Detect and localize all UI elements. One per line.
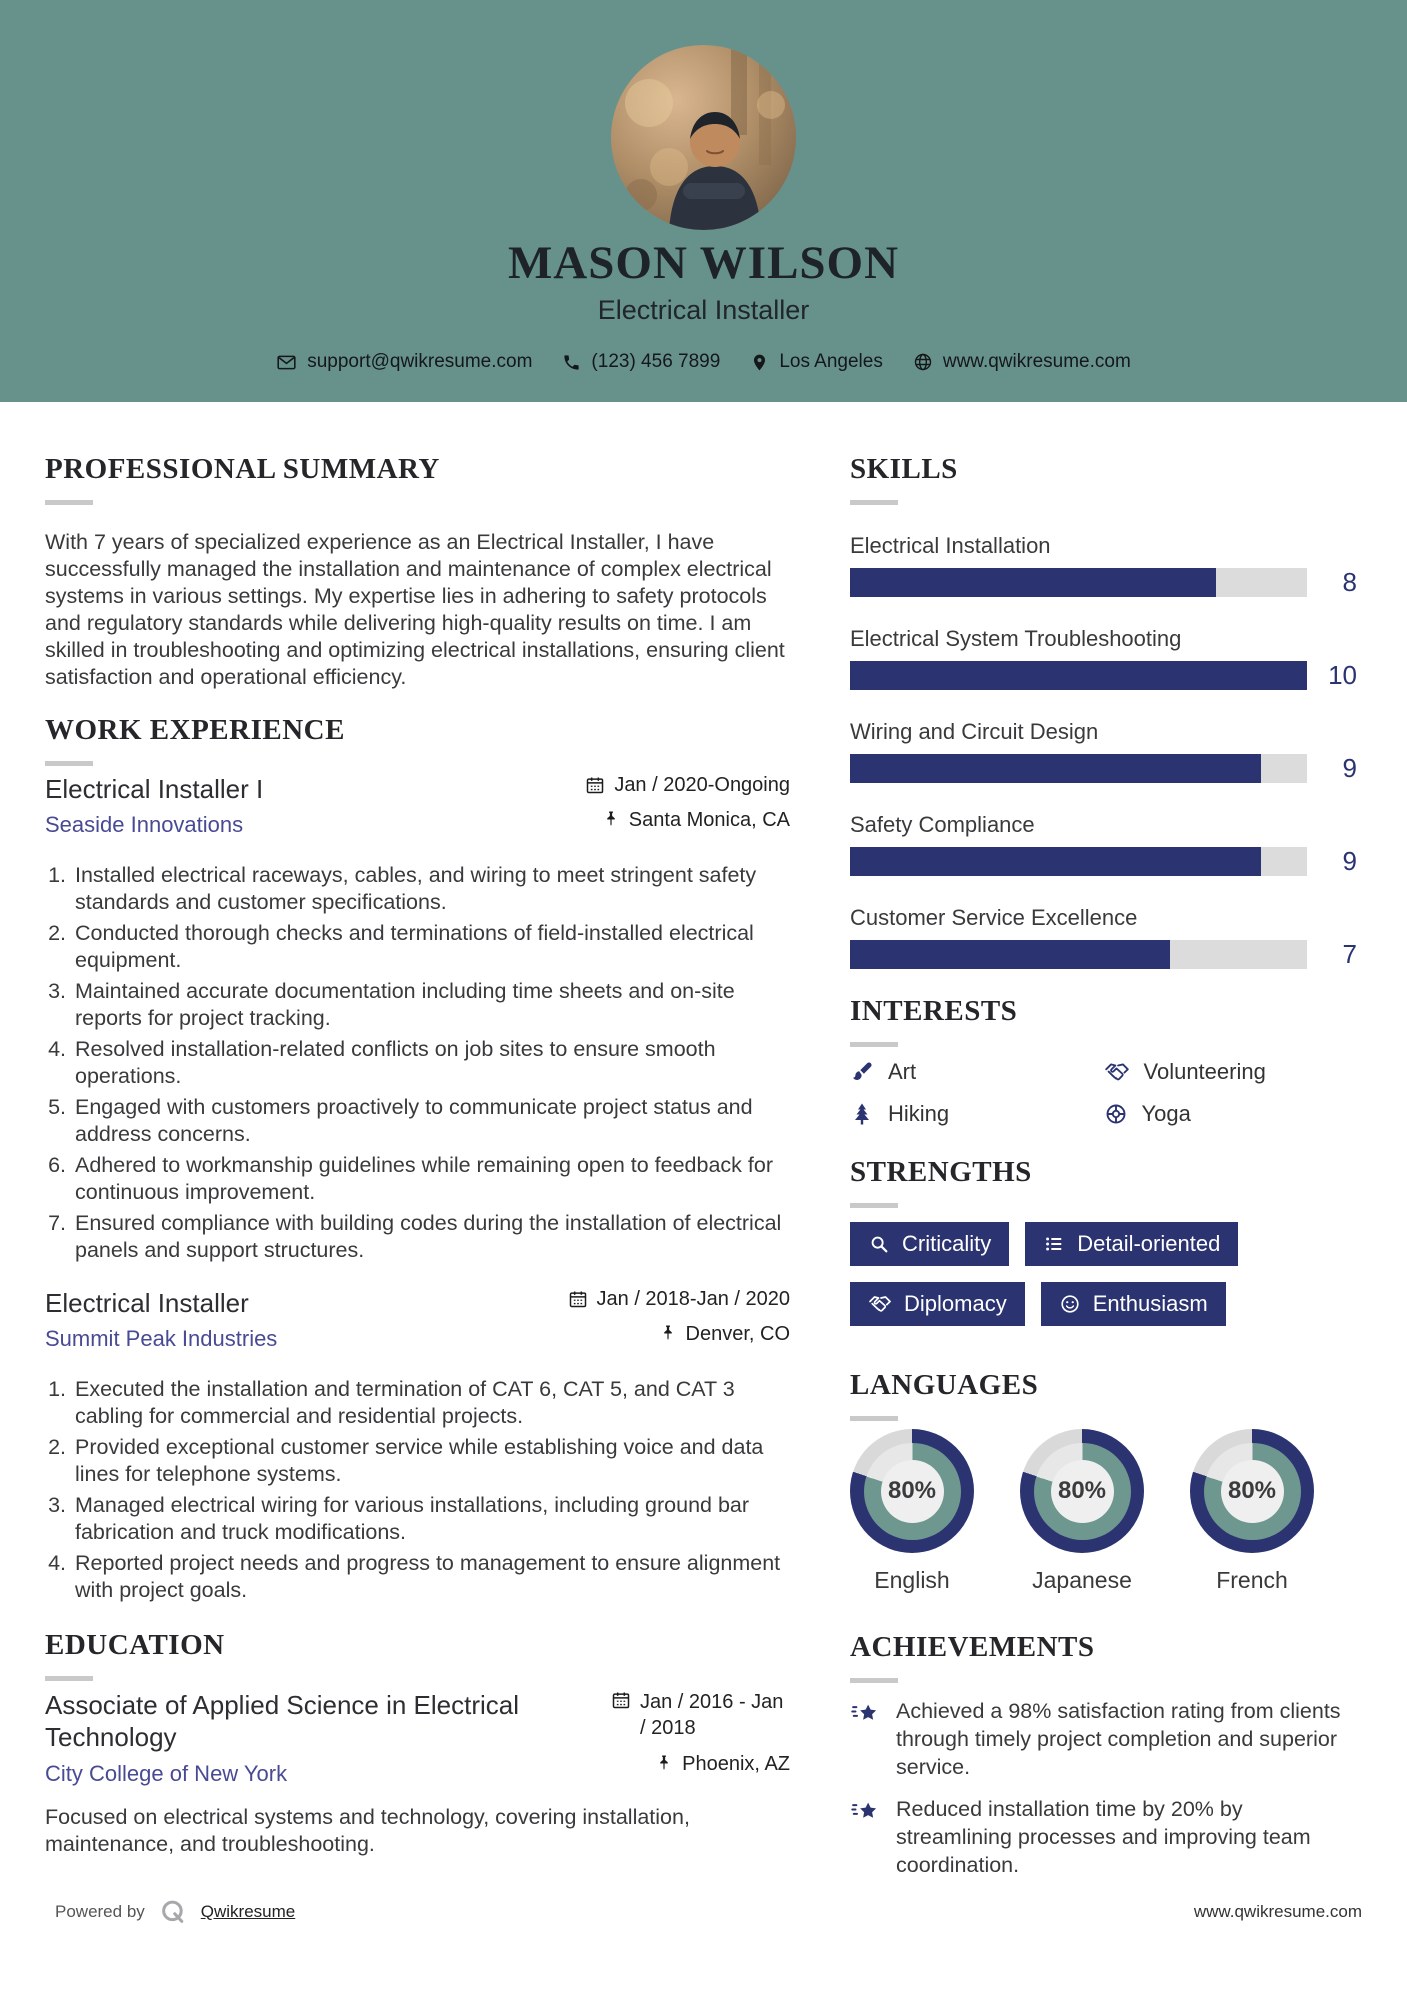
wheel-icon bbox=[1104, 1102, 1128, 1126]
section-divider bbox=[850, 1416, 898, 1421]
interest-item bbox=[1104, 1101, 1358, 1127]
strengths-heading: STRENGTHS bbox=[850, 1156, 1032, 1188]
achievement-item bbox=[850, 1697, 1357, 1781]
language-name: French bbox=[1216, 1567, 1288, 1593]
skill-name: Electrical Installation bbox=[850, 533, 1051, 558]
summary-heading: PROFESSIONAL SUMMARY bbox=[45, 453, 440, 485]
qwikresume-brand-link[interactable]: Qwikresume bbox=[200, 1902, 296, 1921]
job-location-text: Santa Monica, CA bbox=[628, 809, 790, 831]
candidate-name: MASON WILSON bbox=[507, 237, 900, 289]
skill-value: 8 bbox=[1342, 567, 1357, 597]
interest-label: Hiking bbox=[888, 1101, 950, 1126]
section-divider bbox=[850, 1042, 898, 1047]
contact-location bbox=[750, 351, 883, 373]
shooting-star-icon bbox=[850, 1797, 880, 1827]
job-bullet: 6. Adhered to workmanship guidelines while remaining open to feedback for continuous improvement. bbox=[72, 1152, 790, 1206]
interests-section bbox=[850, 994, 1357, 1127]
education-heading: EDUCATION bbox=[45, 1629, 225, 1661]
skill-bar-fill bbox=[850, 847, 1261, 876]
skill-bar-fill bbox=[850, 754, 1261, 783]
section-divider bbox=[45, 761, 93, 766]
strength-label: Criticality bbox=[902, 1231, 992, 1256]
skill-item bbox=[850, 812, 1357, 877]
job-dates-text: Jan / 2018-Jan / 2020 bbox=[596, 1288, 790, 1310]
section-divider bbox=[45, 1676, 93, 1681]
language-donut bbox=[1190, 1429, 1314, 1553]
left-column bbox=[45, 452, 790, 1880]
job-bullet: 2. Conducted thorough checks and terminations of field-installed electrical equipment. bbox=[72, 920, 790, 974]
header-banner bbox=[0, 0, 1407, 402]
calendar-icon bbox=[611, 1690, 631, 1710]
interest-item bbox=[850, 1059, 1104, 1085]
job-company-link[interactable]: Seaside Innovations bbox=[45, 812, 244, 837]
right-column bbox=[850, 452, 1357, 1879]
strength-label: Enthusiasm bbox=[1092, 1291, 1208, 1316]
language-item bbox=[1020, 1429, 1144, 1594]
strength-label: Detail-oriented bbox=[1077, 1231, 1221, 1256]
job-bullet: 3. Maintained accurate documentation including time sheets and on-site reports for project tracking. bbox=[72, 978, 790, 1032]
achievement-text: Reduced installation time by 20% by streamlining processes and improving team coordination. bbox=[896, 1797, 1311, 1877]
education-description: Focused on electrical systems and technology, covering installation, maintenance, and troubleshooting. bbox=[45, 1805, 690, 1856]
job-title: Electrical Installer I bbox=[45, 774, 264, 804]
job-bullet: 3. Managed electrical wiring for various installations, including ground bar fabrication and truck modifications. bbox=[72, 1492, 790, 1546]
skill-name: Wiring and Circuit Design bbox=[850, 719, 1099, 744]
job-bullet: 2. Provided exceptional customer service while establishing voice and data lines for telephone systems. bbox=[72, 1434, 790, 1488]
education-location bbox=[611, 1753, 790, 1776]
contact-email-text: support@qwikresume.com bbox=[307, 351, 533, 372]
phone-icon bbox=[562, 353, 581, 372]
job-location bbox=[568, 1323, 790, 1346]
location-icon bbox=[750, 353, 769, 372]
footer bbox=[55, 1898, 1362, 1926]
language-percent: 80% bbox=[881, 1460, 944, 1523]
skill-bar-fill bbox=[850, 568, 1216, 597]
skill-bar-track bbox=[850, 940, 1307, 969]
qwikresume-logo-icon bbox=[159, 1898, 187, 1926]
strength-badge bbox=[850, 1222, 1009, 1266]
job-bullet: 7. Ensured compliance with building codes during the installation of electrical panels and support structures. bbox=[72, 1210, 790, 1264]
skill-bar-fill bbox=[850, 940, 1170, 969]
strength-badge bbox=[1041, 1282, 1226, 1326]
interest-item bbox=[1104, 1059, 1358, 1085]
language-donut bbox=[850, 1429, 974, 1553]
job-entry bbox=[45, 1288, 790, 1604]
education-section bbox=[45, 1628, 790, 1858]
calendar-icon bbox=[568, 1289, 588, 1309]
skill-bar-track bbox=[850, 568, 1307, 597]
skill-bar-track bbox=[850, 661, 1307, 690]
job-bullet: 4. Resolved installation-related conflicts on job sites to ensure smooth operations. bbox=[72, 1036, 790, 1090]
job-bullet: 1. Executed the installation and termination of CAT 6, CAT 5, and CAT 3 cabling for commercial and residential projects. bbox=[72, 1376, 790, 1430]
skills-heading: SKILLS bbox=[850, 453, 958, 485]
job-title: Electrical Installer bbox=[45, 1288, 249, 1318]
email-icon bbox=[276, 352, 297, 373]
work-experience-section bbox=[45, 713, 790, 1604]
education-dates bbox=[611, 1689, 790, 1741]
candidate-title: Electrical Installer bbox=[597, 295, 810, 325]
contact-phone-text: (123) 456 7899 bbox=[591, 351, 721, 372]
skill-value: 10 bbox=[1328, 660, 1357, 690]
contact-email[interactable] bbox=[276, 351, 532, 373]
strengths-section bbox=[850, 1155, 1357, 1326]
skill-item bbox=[850, 533, 1357, 598]
section-divider bbox=[850, 1678, 898, 1683]
contact-phone bbox=[562, 351, 720, 373]
language-percent: 80% bbox=[1221, 1460, 1284, 1523]
section-divider bbox=[850, 500, 898, 505]
footer-website: www.qwikresume.com bbox=[1193, 1902, 1362, 1921]
skill-value: 9 bbox=[1342, 753, 1357, 783]
summary-section bbox=[45, 452, 790, 691]
skill-item bbox=[850, 719, 1357, 784]
work-heading: WORK EXPERIENCE bbox=[45, 714, 345, 746]
achievements-heading: ACHIEVEMENTS bbox=[850, 1631, 1095, 1663]
paintbrush-icon bbox=[850, 1060, 874, 1084]
list-icon bbox=[1043, 1233, 1065, 1255]
strength-badge bbox=[850, 1282, 1025, 1326]
languages-heading: LANGUAGES bbox=[850, 1369, 1039, 1401]
interest-label: Art bbox=[888, 1059, 917, 1084]
contact-website-text: www.qwikresume.com bbox=[942, 351, 1131, 372]
job-location bbox=[585, 809, 790, 832]
job-bullet-list bbox=[45, 862, 790, 1264]
job-bullet-list bbox=[45, 1376, 790, 1604]
language-item bbox=[1190, 1429, 1314, 1594]
handshake-icon bbox=[868, 1292, 892, 1316]
achievements-section bbox=[850, 1630, 1357, 1879]
contact-bar bbox=[0, 351, 1407, 373]
globe-icon bbox=[913, 352, 933, 372]
languages-section bbox=[850, 1368, 1357, 1594]
job-location-text: Denver, CO bbox=[685, 1323, 790, 1345]
job-bullet: 1. Installed electrical raceways, cables, and wiring to meet stringent safety standards and customer specifications. bbox=[72, 862, 790, 916]
interest-item bbox=[850, 1101, 1104, 1127]
language-item bbox=[850, 1429, 974, 1594]
interest-label: Yoga bbox=[1141, 1101, 1191, 1126]
powered-by-label: Powered by bbox=[55, 1902, 145, 1921]
profile-photo-image bbox=[611, 45, 796, 230]
section-divider bbox=[850, 1203, 898, 1208]
achievement-text: Achieved a 98% satisfaction rating from clients through timely project completion and superior service. bbox=[896, 1699, 1341, 1779]
school-link[interactable]: City College of New York bbox=[45, 1761, 288, 1786]
strength-label: Diplomacy bbox=[904, 1291, 1007, 1316]
contact-location-text: Los Angeles bbox=[779, 351, 883, 372]
skill-bar-fill bbox=[850, 661, 1307, 690]
language-name: Japanese bbox=[1032, 1567, 1132, 1593]
pushpin-icon bbox=[655, 1754, 673, 1772]
job-entry bbox=[45, 774, 790, 1264]
calendar-icon bbox=[585, 775, 605, 795]
achievement-item bbox=[850, 1795, 1357, 1879]
interests-heading: INTERESTS bbox=[850, 995, 1018, 1027]
strength-badge bbox=[1025, 1222, 1238, 1266]
handshake-icon bbox=[1104, 1059, 1130, 1085]
language-donut bbox=[1020, 1429, 1144, 1553]
smiley-icon bbox=[1059, 1293, 1081, 1315]
skill-name: Customer Service Excellence bbox=[850, 905, 1138, 930]
degree-title: Associate of Applied Science in Electrical Technology bbox=[45, 1690, 520, 1752]
interest-label: Volunteering bbox=[1143, 1059, 1266, 1084]
summary-text: With 7 years of specialized experience as an Electrical Installer, I have successfully managed the installation and maintenance of complex electrical systems in various settings. My expertise lies in adhering to safety protocols and regulatory standards while delivering high-quality results on time. I am skilled in troubleshooting and optimizing electrical installations, ensuring client satisfaction and operational efficiency. bbox=[45, 530, 785, 689]
pushpin-icon bbox=[659, 1324, 677, 1342]
skill-name: Safety Compliance bbox=[850, 812, 1035, 837]
skill-value: 9 bbox=[1342, 846, 1357, 876]
main-content bbox=[0, 402, 1407, 1880]
job-company-link[interactable]: Summit Peak Industries bbox=[45, 1326, 278, 1351]
skill-value: 7 bbox=[1342, 939, 1357, 969]
pine-tree-icon bbox=[850, 1102, 874, 1126]
pushpin-icon bbox=[602, 810, 620, 828]
profile-photo bbox=[611, 45, 796, 230]
language-percent: 80% bbox=[1051, 1460, 1114, 1523]
education-dates-text: Jan / 2016 - Jan / 2018 bbox=[640, 1691, 784, 1739]
skill-bar-track bbox=[850, 754, 1307, 783]
job-bullet: 4. Reported project needs and progress to management to ensure alignment with project goals. bbox=[72, 1550, 790, 1604]
skills-section bbox=[850, 452, 1357, 970]
skill-item bbox=[850, 626, 1357, 691]
education-location-text: Phoenix, AZ bbox=[682, 1753, 790, 1775]
magnifier-icon bbox=[868, 1233, 890, 1255]
skill-name: Electrical System Troubleshooting bbox=[850, 626, 1182, 651]
language-name: English bbox=[874, 1567, 950, 1593]
section-divider bbox=[45, 500, 93, 505]
job-dates bbox=[568, 1288, 790, 1311]
skill-bar-track bbox=[850, 847, 1307, 876]
shooting-star-icon bbox=[850, 1699, 880, 1729]
job-dates-text: Jan / 2020-Ongoing bbox=[614, 774, 790, 796]
job-bullet: 5. Engaged with customers proactively to communicate project status and address concerns. bbox=[72, 1094, 790, 1148]
skill-item bbox=[850, 905, 1357, 970]
contact-website[interactable] bbox=[913, 351, 1131, 373]
job-dates bbox=[585, 774, 790, 797]
